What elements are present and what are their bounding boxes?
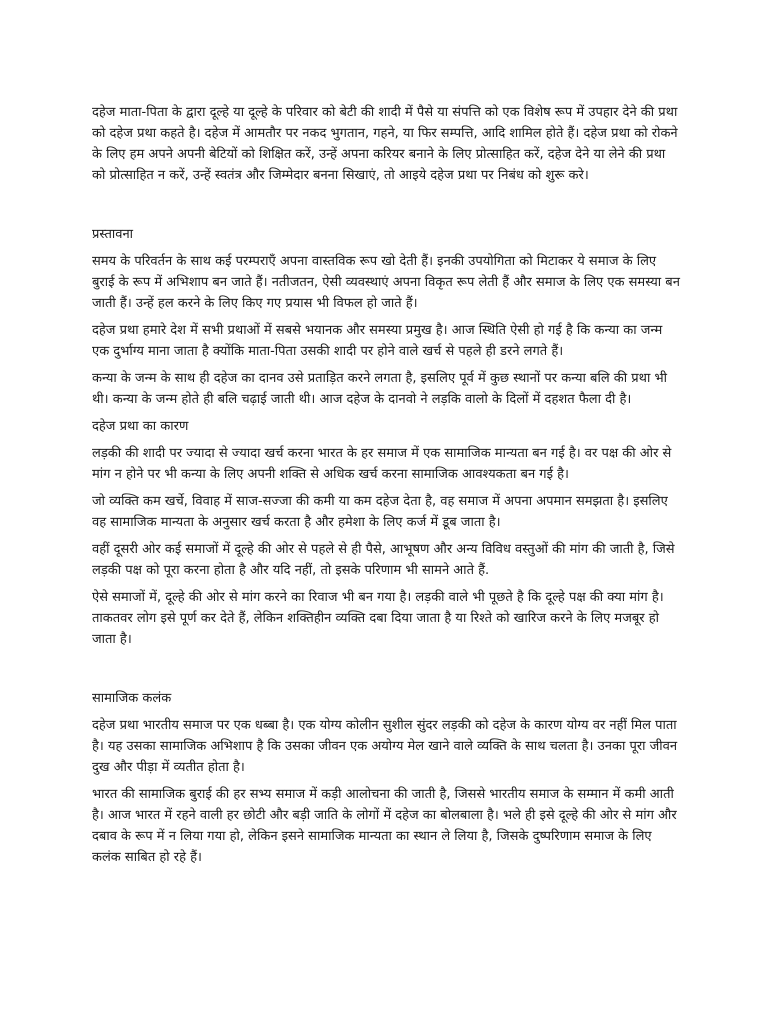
paragraph: भारत की सामाजिक बुराई की हर सभ्य समाज में कड़ी आलोचना की जाती है, जिससे भारतीय समाज के सम्मान में कमी आती है। आज भारत में रहने वाली हर छोटी और बड़ी जाति के लोगों में दहेज का बोलबाला है। भले ही इसे दूल्हे की ओर से मांग और दबाव के रूप में न लिया गया हो, लेकिन इसने सामाजिक मान्यता का स्थान ले लिया है, जिसके दुष्परिणाम समाज के लिए कलंक साबित हो रहे हैं। (92, 787, 677, 865)
section-heading-prastavana: प्रस्तावना (92, 227, 134, 242)
paragraph: लड़की की शादी पर ज्यादा से ज्यादा खर्च करना भारत के हर समाज में एक सामाजिक मान्यता बन गई है। वर पक्ष की ओर से मांग न होने पर भी कन्या के लिए अपनी शक्ति से अधिक खर्च करना सामाजिक आवश्यकता बन गई है। (92, 446, 672, 482)
section-heading-karan: दहेज प्रथा का कारण (92, 419, 189, 434)
paragraph: ऐसे समाजों में, दूल्हे की ओर से मांग करने का रिवाज भी बन गया है। लड़की वाले भी पूछते है कि दूल्हे पक्ष की क्या मांग है। ताकतवर लोग इसे पूर्ण कर देते हैं, लेकिन शक्तिहीन व्यक्ति दबा दिया जाता है या रिश्ते को खारिज करने के लिए मजबूर हो जाता है। (92, 590, 664, 647)
section-prastavana (92, 224, 682, 410)
paragraph: दहेज प्रथा हमारे देश में सभी प्रथाओं में सबसे भयानक और समस्या प्रमुख है। आज स्थिति ऐसी हो गई है कि कन्या का जन्म एक दुर्भाग्य माना जाता है क्योंकि माता-पिता उसकी शादी पर होने वाले खर्च से पहले ही डरने लगते हैं। (92, 323, 663, 359)
section-karan (92, 416, 682, 650)
paragraph: जो व्यक्ति कम खर्चे, विवाह में साज-सज्जा की कमी या कम दहेज देता है, वह समाज में अपना अपमान समझता है। इसलिए वह सामाजिक मान्यता के अनुसार खर्च करता है और हमेशा के लिए कर्ज में डूब जाता है। (92, 494, 668, 530)
paragraph: वहीं दूसरी ओर कई समाजों में दूल्हे की ओर से पहले से ही पैसे, आभूषण और अन्य विविध वस्तुओं की मांग की जाती है, जिसे लड़की पक्ष को पूरा करना होता है और यदि नहीं, तो इसके परिणाम भी सामने आते हैं. (92, 542, 675, 578)
intro-paragraph: दहेज माता-पिता के द्वारा दूल्हे या दूल्हे के परिवार को बेटी की शादी में पैसे या संपत्ति को एक विशेष रूप में उपहार देने की प्रथा को दहेज प्रथा कहते है। दहेज में आमतौर पर नकद भुगतान, गहने, या फिर सम्पत्ति, आदि शामिल होते हैं। दहेज प्रथा को रोकने के लिए हम अपने अपनी बेटियों को शिक्षित करें, उन्हें अपना करियर बनाने के लिए प्रोत्साहित करें, दहेज देने या लेने की प्रथा को प्रोत्साहित न करें, उन्हें स्वतंत्र और जिम्मेदार बनना सिखाएं, तो आइये दहेज प्रथा पर निबंध को शुरू करे। (92, 105, 678, 183)
section-heading-kalank: सामाजिक कलंक (92, 691, 172, 706)
paragraph: दहेज प्रथा भारतीय समाज पर एक धब्बा है। एक योग्य कोलीन सुशील सुंदर लड़की को दहेज के कारण योग्य वर नहीं मिल पाता है। यह उसका सामाजिक अभिशाप है कि उसका जीवन एक अयोग्य मेल खाने वाले व्यक्ति के साथ चलता है। उनका पूरा जीवन दुख और पीड़ा में व्यतीत होता है। (92, 718, 678, 775)
section-kalank (92, 688, 682, 868)
paragraph: कन्या के जन्म के साथ ही दहेज का दानव उसे प्रताड़ित करने लगता है, इसलिए पूर्व में कुछ स्थानों पर कन्या बलि की प्रथा भी थी। कन्या के जन्म होते ही बलि चढ़ाई जाती थी। आज दहेज के दानवो ने लड़कि वालो के दिलों में दहशत फैला दी है। (92, 371, 667, 407)
paragraph: समय के परिवर्तन के साथ कई परम्पराएँ अपना वास्तविक रूप खो देती हैं। इनकी उपयोगिता को मिटाकर ये समाज के लिए बुराई के रूप में अभिशाप बन जाते हैं। नतीजतन, ऐसी व्यवस्थाएं अपना विकृत रूप लेती हैं और समाज के लिए एक समस्या बन जाती हैं। उन्हें हल करने के लिए किए गए प्रयास भी विफल हो जाते हैं। (92, 254, 680, 311)
document-page (92, 102, 682, 868)
